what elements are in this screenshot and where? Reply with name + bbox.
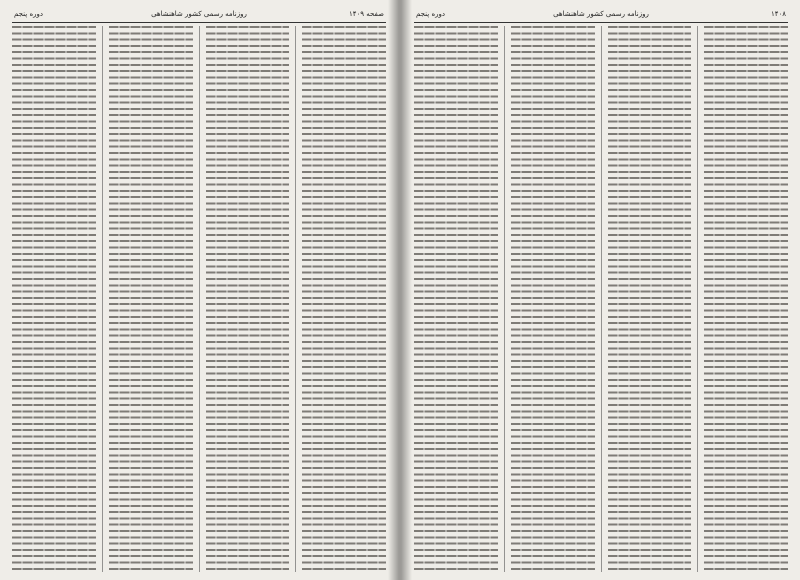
column-divider	[601, 26, 602, 572]
text-column	[302, 26, 386, 572]
newspaper-title: روزنامه رسمی کشور شاهنشاهی	[553, 10, 649, 18]
column-divider	[295, 26, 296, 572]
page-header	[14, 8, 384, 22]
page-number: صفحه ۱۴۰۹	[348, 10, 384, 18]
text-column	[414, 26, 498, 572]
header-rule	[12, 22, 386, 23]
column-divider	[102, 26, 103, 572]
right-page	[402, 0, 800, 580]
text-column	[206, 26, 290, 572]
column-divider	[504, 26, 505, 572]
header-rule	[414, 22, 788, 23]
text-column	[109, 26, 193, 572]
left-page	[0, 0, 398, 580]
text-column	[704, 26, 788, 572]
text-column	[12, 26, 96, 572]
page-number: ۱۴۰۸	[770, 10, 786, 18]
page-header	[416, 8, 786, 22]
volume-label: دوره پنجم	[416, 10, 446, 18]
text-columns	[12, 26, 386, 572]
newspaper-title: روزنامه رسمی کشور شاهنشاهی	[151, 10, 247, 18]
text-columns	[414, 26, 788, 572]
text-column	[511, 26, 595, 572]
volume-label: دوره پنجم	[14, 10, 44, 18]
column-divider	[199, 26, 200, 572]
column-divider	[697, 26, 698, 572]
text-column	[608, 26, 692, 572]
